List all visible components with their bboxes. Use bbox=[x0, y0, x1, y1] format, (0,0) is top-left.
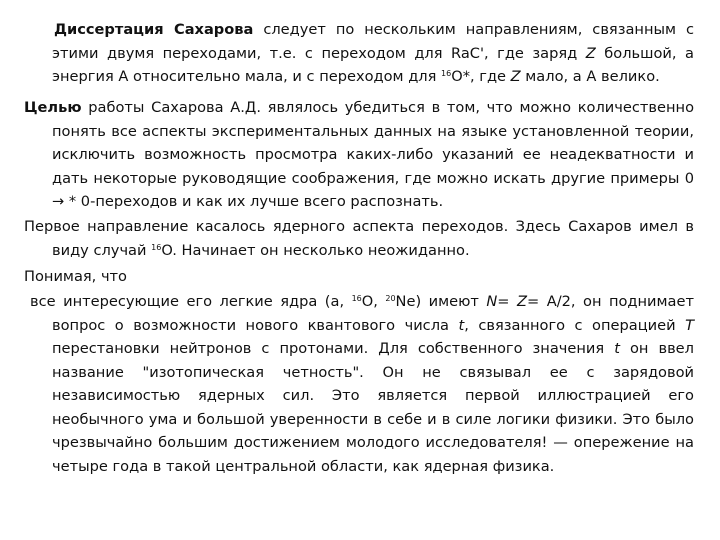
isotope-superscript: 16 bbox=[151, 242, 162, 252]
var-z: Z bbox=[585, 44, 596, 62]
var-z: Z bbox=[517, 293, 527, 310]
paragraph-dissertation: Диссертация Сахарова следует по нескольким направлениям, связанным с этими двумя переходами, т.е. с переходом для RaC', где заряд Z большой, а энергия А относительно мала, и с переходом для $^{16}$O*, где Z мало, а А велико. bbox=[24, 18, 694, 89]
arrow-symbol: → bbox=[52, 193, 65, 210]
bold-lead: Диссертация Сахарова bbox=[54, 21, 254, 38]
var-t: t bbox=[614, 340, 620, 357]
paragraph-understanding: Понимая, что bbox=[24, 268, 127, 285]
isotope-superscript: 16 bbox=[351, 294, 362, 303]
var-t: t bbox=[458, 316, 465, 334]
bold-lead: Целью bbox=[24, 99, 82, 116]
var-n: N bbox=[486, 293, 498, 310]
paragraph-first-direction: Первое направление касалось ядерного аспекта переходов. Здесь Сахаров имел в виду случай $^{16}$O. Начинает он несколько неожиданно. bbox=[24, 218, 694, 259]
paragraph-goal: Целью работы Сахарова А.Д. являлось убедиться в том, что можно количественно понять все аспекты экспериментальных данных на языке установленной теории, исключить возможность просмотра каких-либо указаний ее неадекватности и дать некоторые руководящие соображения, где можно искать другие примеры 0 → * 0-переходов и как их лучше всего распознать. bbox=[24, 99, 694, 210]
var-T: T bbox=[685, 316, 694, 334]
isotope-superscript: 16 bbox=[441, 69, 452, 78]
isotope-superscript: 20 bbox=[385, 294, 396, 303]
var-z: Z bbox=[510, 68, 521, 85]
paragraph-isotopic-parity: все интересующие его легкие ядра (а, $^{16}$O, $^{20}$Ne) имеют N= Z= A/2, он поднимает вопрос о возможности нового квантового числа t, связанного с операцией T перестановки нейтронов с протонами. Для собственного значения t он ввел название "изотопическая четность". Он не связывал ее с зарядовой независимостью ядерных сил. Это является первой иллюстрацией его необычного ума и большой уверенности в себе и в силе логики физики. Это было чрезвычайно большим достижением молодого исследователя! — опережение на четыре года в такой центральной области, как ядерная физика. bbox=[24, 290, 694, 478]
